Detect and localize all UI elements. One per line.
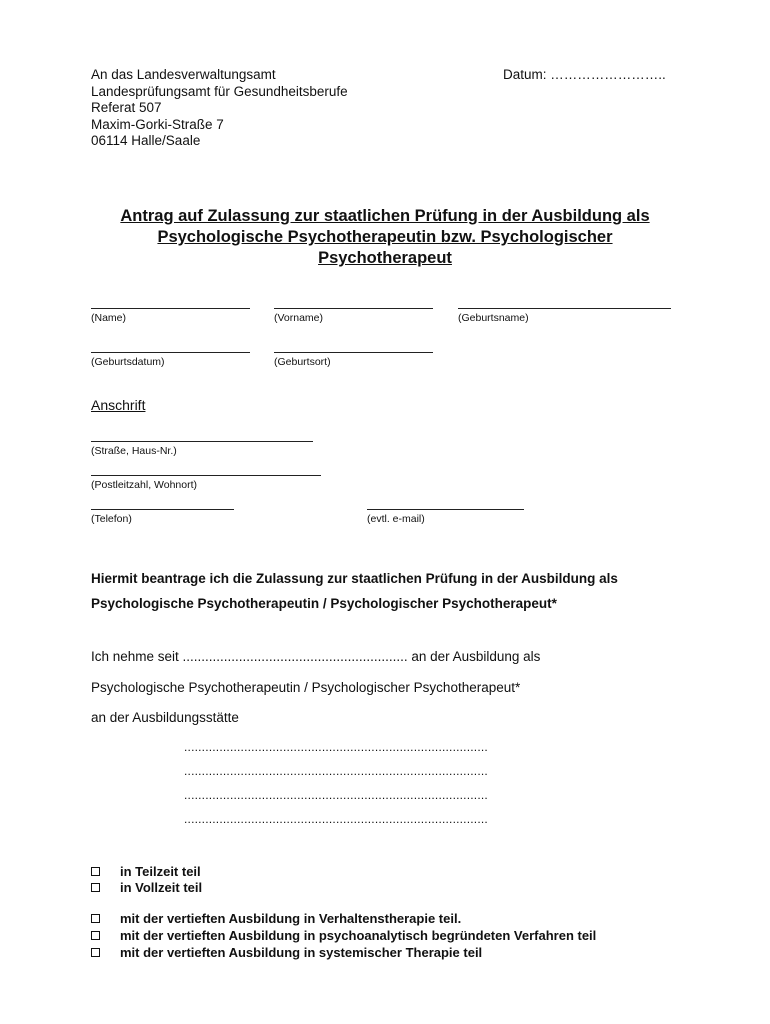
name-label: (Name) bbox=[91, 312, 127, 324]
systemisch-checkbox[interactable] bbox=[91, 948, 100, 957]
ausbildungsstaette-field[interactable]: ...................................................................................... bbox=[184, 764, 488, 778]
vorname-field[interactable] bbox=[274, 308, 433, 309]
verhaltenstherapie-label: mit der vertieften Ausbildung in Verhaltenstherapie teil. bbox=[120, 911, 462, 926]
verhaltenstherapie-checkbox[interactable] bbox=[91, 914, 100, 923]
date-field[interactable]: Datum: …………………….. bbox=[503, 67, 666, 82]
geburtsort-field[interactable] bbox=[274, 352, 433, 353]
request-line: Psychologische Psychotherapeutin / Psychologischer Psychotherapeut* bbox=[91, 596, 557, 611]
plz-label: (Postleitzahl, Wohnort) bbox=[91, 479, 198, 491]
title-line: Psychotherapeut bbox=[318, 249, 452, 267]
address-line: An das Landesverwaltungsamt bbox=[91, 67, 276, 82]
ausbildungsstaette-field[interactable]: ...................................................................................... bbox=[184, 788, 488, 802]
section-heading-anschrift: Anschrift bbox=[91, 397, 146, 413]
strasse-label: (Straße, Haus-Nr.) bbox=[91, 445, 177, 457]
body-line: Psychologische Psychotherapeutin / Psychologischer Psychotherapeut* bbox=[91, 680, 521, 695]
email-label: (evtl. e-mail) bbox=[367, 513, 425, 525]
psychoanalytisch-checkbox[interactable] bbox=[91, 931, 100, 940]
vollzeit-label: in Vollzeit teil bbox=[120, 880, 203, 895]
geburtsname-field[interactable] bbox=[458, 308, 671, 309]
name-field[interactable] bbox=[91, 308, 250, 309]
telefon-label: (Telefon) bbox=[91, 513, 132, 525]
body-line: Ich nehme seit ............................................................ an der Ausbildung als bbox=[91, 649, 541, 664]
request-line: Hiermit beantrage ich die Zulassung zur staatlichen Prüfung in der Ausbildung als bbox=[91, 571, 618, 586]
ausbildungsstaette-field[interactable]: ...................................................................................... bbox=[184, 740, 488, 754]
address-line: Landesprüfungsamt für Gesundheitsberufe bbox=[91, 83, 348, 99]
address-line: 06114 Halle/Saale bbox=[91, 133, 201, 148]
address-line: Referat 507 bbox=[91, 100, 162, 115]
geburtsort-label: (Geburtsort) bbox=[274, 356, 331, 368]
email-field[interactable] bbox=[367, 509, 524, 510]
teilzeit-label: in Teilzeit teil bbox=[120, 864, 201, 879]
address-line: Maxim-Gorki-Straße 7 bbox=[91, 116, 224, 132]
systemisch-label: mit der vertieften Ausbildung in systemischer Therapie teil bbox=[120, 945, 483, 960]
document-title bbox=[80, 206, 690, 269]
title-line: Antrag auf Zulassung zur staatlichen Prüfung in der Ausbildung als bbox=[120, 207, 650, 225]
geburtsdatum-label: (Geburtsdatum) bbox=[91, 356, 165, 368]
strasse-field[interactable] bbox=[91, 441, 313, 442]
geburtsname-label: (Geburtsname) bbox=[458, 312, 529, 324]
body-line: an der Ausbildungsstätte bbox=[91, 710, 239, 725]
geburtsdatum-field[interactable] bbox=[91, 352, 250, 353]
ausbildungsstaette-field[interactable]: ...................................................................................... bbox=[184, 812, 488, 826]
telefon-field[interactable] bbox=[91, 509, 234, 510]
title-line: Psychologische Psychotherapeutin bzw. Psychologischer bbox=[157, 228, 613, 246]
psychoanalytisch-label: mit der vertieften Ausbildung in psychoanalytisch begründeten Verfahren teil bbox=[120, 928, 597, 943]
plz-field[interactable] bbox=[91, 475, 321, 476]
recipient-address bbox=[91, 67, 348, 150]
vorname-label: (Vorname) bbox=[274, 312, 324, 324]
vollzeit-checkbox[interactable] bbox=[91, 883, 100, 892]
teilzeit-checkbox[interactable] bbox=[91, 867, 100, 876]
